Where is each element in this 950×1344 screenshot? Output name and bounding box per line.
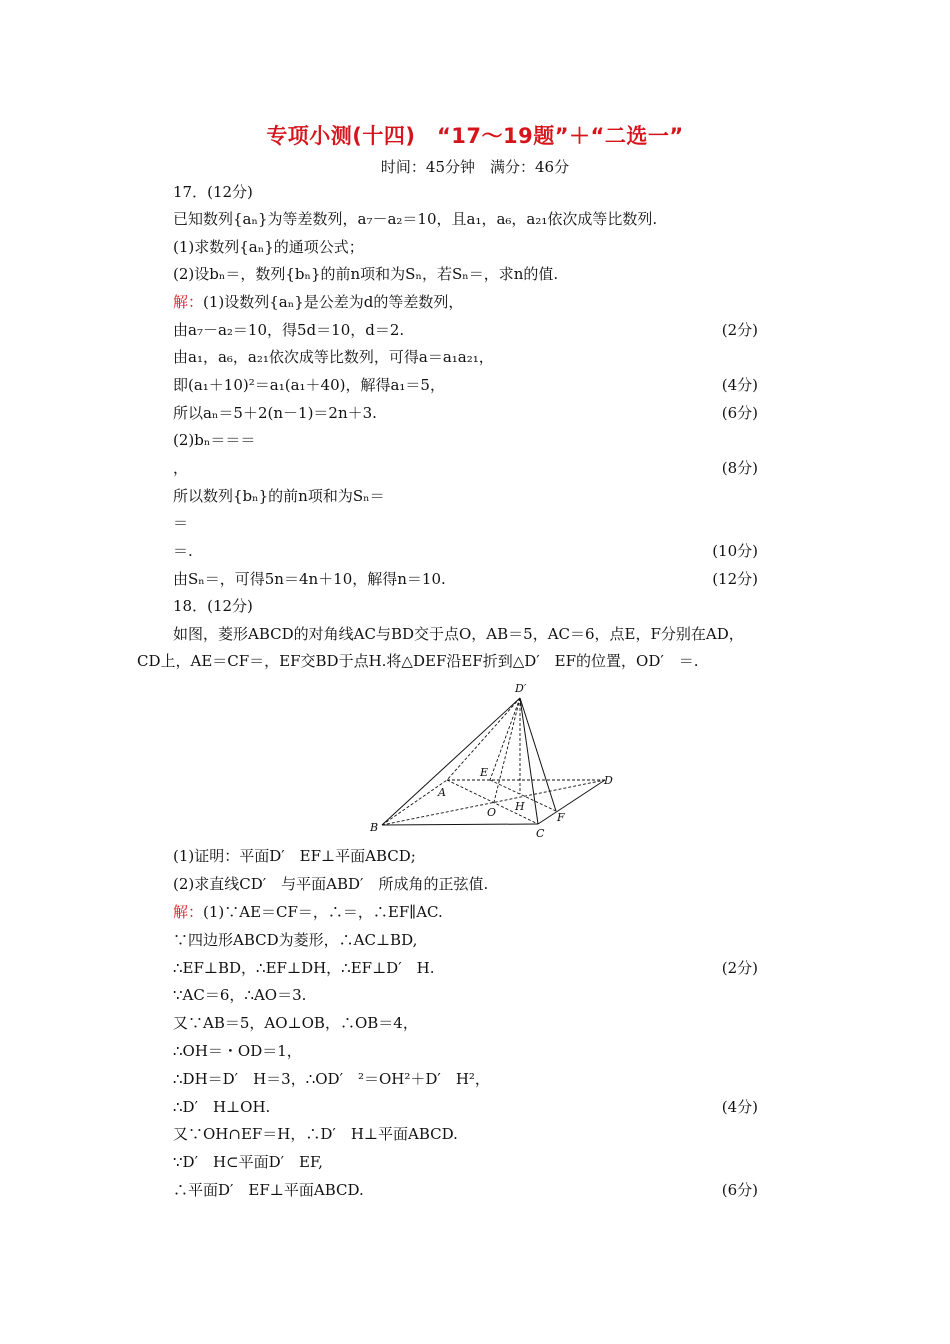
q18-solution-line: ∴EF⊥BD，∴EF⊥DH，∴EF⊥D′ H. (2分) (173, 955, 758, 981)
edge-dp-b (382, 698, 520, 825)
q17-number: 17．(12分) (173, 183, 253, 201)
solution-label: 解： (173, 293, 204, 311)
q17-solution-line: ＝. (10分) (173, 538, 758, 564)
q17-solution-line: 所以aₙ＝5＋2(n－1)＝2n＋3. (6分) (173, 400, 758, 426)
score-mark: (8分) (721, 459, 758, 477)
score-mark: (2分) (721, 959, 758, 977)
label-f: F (557, 811, 565, 824)
q18-solution-line: ∵四边形ABCD为菱形，∴AC⊥BD, (173, 931, 418, 949)
q18-solution-line: ∵AC＝6，∴AO＝3. (173, 986, 307, 1004)
q17-solution-line: ＝ (173, 514, 189, 532)
q18-solution-line: 解：(1)∵AE＝CF＝，∴＝，∴EF∥AC. (173, 903, 443, 921)
q17-solution-line: 即(a₁＋10)²＝a₁(a₁＋40)，解得a₁＝5， (4分) (173, 372, 758, 398)
q17-solution-line: 由a₁，a₆，a₂₁依次成等比数列，可得a＝a₁a₂₁， (173, 348, 494, 366)
page-subtitle: 时间：45分钟 满分：46分 (380, 158, 570, 176)
pyramid-figure (360, 678, 620, 842)
q18-solution-line: ∴平面D′ EF⊥平面ABCD. (6分) (173, 1177, 758, 1203)
label-d-prime: D′ (515, 682, 527, 695)
q18-solution-line: 又∵OH∩EF＝H，∴D′ H⊥平面ABCD. (173, 1125, 458, 1143)
solution-label: 解： (173, 903, 204, 921)
edge-dp-e (490, 698, 520, 780)
q17-solution-line: 解：(1)设数列{aₙ}是公差为d的等差数列， (173, 293, 464, 311)
score-mark: (10分) (712, 542, 758, 560)
label-o: O (487, 806, 497, 819)
q17-solution-line: 由a₇－a₂＝10，得5d＝10，d＝2. (2分) (173, 317, 758, 343)
q17-part2: (2)设bₙ＝，数列{bₙ}的前n项和为Sₙ，若Sₙ＝，求n的值. (173, 265, 559, 283)
q17-stem: 已知数列{aₙ}为等差数列，a₇－a₂＝10，且a₁，a₆，a₂₁依次成等比数列. (173, 210, 658, 228)
q17-solution-line: ， (8分) (173, 455, 758, 481)
q17-part1: (1)求数列{aₙ}的通项公式； (173, 238, 364, 256)
page-title: 专项小测(十四) “17～19题”＋“二选一” (266, 124, 684, 148)
label-h: H (515, 800, 525, 813)
score-mark: (4分) (721, 1098, 758, 1116)
label-c: C (536, 827, 545, 840)
q18-part2: (2)求直线CD′ 与平面ABD′ 所成角的正弦值. (173, 875, 489, 893)
q18-solution-line: ∵D′ H⊂平面D′ EF, (173, 1153, 323, 1171)
score-mark: (6分) (721, 404, 758, 422)
edge-dp-o (494, 698, 520, 802)
q18-stem: 如图，菱形ABCD的对角线AC与BD交于点O，AB＝5，AC＝6，点E，F分别在AD，CD上，AE＝CF＝，EF交BD于点H.将△DEF沿EF折到△D′ EF的位置，OD′ ＝. (137, 625, 744, 670)
q18-number: 18．(12分) (173, 597, 253, 615)
score-mark: (6分) (721, 1181, 758, 1199)
edge-dp-f (520, 698, 556, 811)
q17-solution-line: 由Sₙ＝，可得5n＝4n＋10，解得n＝10. (12分) (173, 566, 758, 592)
q18-solution-line: ∴DH＝D′ H＝3，∴OD′ ²＝OH²＋D′ H²， (173, 1070, 490, 1088)
q18-solution-line: 又∵AB＝5，AO⊥OB，∴OB＝4， (173, 1014, 418, 1032)
q17-solution-line: (2)bₙ＝＝＝ (173, 431, 256, 449)
label-d: D (604, 774, 613, 787)
label-e: E (480, 766, 489, 779)
pyramid-diagram (360, 678, 620, 842)
q18-solution-line: ∴D′ H⊥OH. (4分) (173, 1094, 758, 1120)
score-mark: (12分) (712, 570, 758, 588)
label-a: A (438, 786, 446, 799)
score-mark: (2分) (721, 321, 758, 339)
label-b: B (370, 821, 379, 834)
q18-part1: (1)证明：平面D′ EF⊥平面ABCD; (173, 847, 416, 865)
q18-solution-line: ∴OH＝・OD＝1， (173, 1042, 302, 1060)
q17-solution-line: 所以数列{bₙ}的前n项和为Sₙ＝ (173, 487, 385, 505)
edge-bc (382, 824, 538, 825)
score-mark: (4分) (721, 376, 758, 394)
